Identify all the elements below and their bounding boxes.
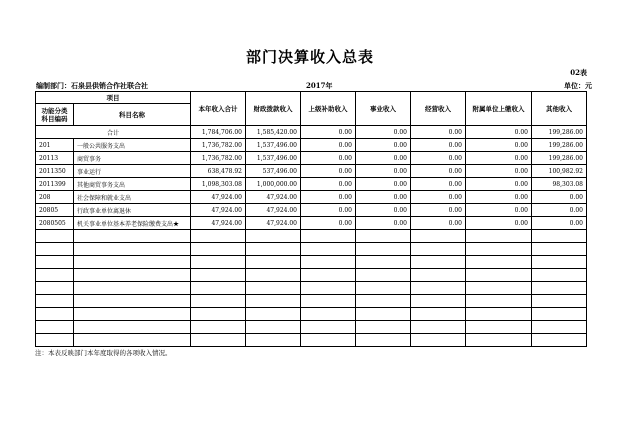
empty-cell [466,282,532,295]
empty-cell [301,269,356,282]
row-value-col-2: 0.00 [301,165,356,178]
row-value-col-0: 47,924.00 [191,191,246,204]
table-row [36,217,587,230]
row-value-col-3: 0.00 [356,178,411,191]
row-value-col-3: 0.00 [356,165,411,178]
empty-cell [411,295,466,308]
row-value-col-2: 0.00 [301,204,356,217]
empty-cell [301,230,356,243]
row-value-col-2: 0.00 [301,217,356,230]
row-value-col-4: 0.00 [411,152,466,165]
empty-cell [36,256,74,269]
row-value-col-0: 47,924.00 [191,217,246,230]
row-value-col-1: 1,537,496.00 [246,152,301,165]
empty-cell [246,308,301,321]
empty-cell [191,230,246,243]
empty-cell [532,269,587,282]
empty-cell [301,256,356,269]
header-col-0: 本年收入合计 [191,92,246,126]
row-name: 行政事业单位离退休 [74,204,191,217]
row-value-col-3: 0.00 [356,217,411,230]
empty-cell [74,295,191,308]
header-col-5: 附属单位上缴收入 [466,92,532,126]
empty-cell [356,243,411,256]
empty-cell [466,295,532,308]
row-value-col-3: 0.00 [356,191,411,204]
table-row [36,139,587,152]
empty-cell [356,256,411,269]
row-value-col-4: 0.00 [411,217,466,230]
row-value-col-6: 0.00 [532,191,587,204]
row-code: 2080505 [36,217,74,230]
revenue-summary-table [35,91,587,347]
empty-cell [191,269,246,282]
empty-row [36,282,587,295]
empty-cell [191,295,246,308]
row-value-col-5: 0.00 [466,178,532,191]
row-value-col-0: 1,736,782.00 [191,139,246,152]
empty-cell [74,269,191,282]
empty-cell [246,269,301,282]
row-value-col-0: 1,098,303.08 [191,178,246,191]
row-value-col-2: 0.00 [301,178,356,191]
empty-cell [411,334,466,347]
row-name: 社会保障和就业支出 [74,191,191,204]
empty-cell [191,256,246,269]
header-class-name: 科目名称 [74,104,191,126]
empty-cell [246,282,301,295]
empty-cell [411,269,466,282]
empty-cell [191,282,246,295]
empty-row [36,321,587,334]
empty-cell [356,230,411,243]
empty-cell [532,334,587,347]
header-class-code: 功能分类 科目编码 [36,104,74,126]
empty-cell [246,321,301,334]
empty-cell [36,334,74,347]
row-value-col-1: 47,924.00 [246,191,301,204]
empty-cell [74,334,191,347]
row-value-col-0: 47,924.00 [191,204,246,217]
compiling-unit: 编制部门：石泉县供销合作社联合社 [36,81,148,90]
empty-cell [356,295,411,308]
empty-cell [246,230,301,243]
row-value-col-6: 0.00 [532,217,587,230]
empty-cell [246,334,301,347]
empty-cell [301,243,356,256]
row-value-col-3: 0.00 [356,139,411,152]
row-value-col-4: 0.00 [411,165,466,178]
row-value-col-1: 1,000,000.00 [246,178,301,191]
row-value-col-5: 0.00 [466,191,532,204]
empty-cell [532,243,587,256]
row-value-col-1: 47,924.00 [246,217,301,230]
table-row [36,165,587,178]
empty-cell [466,308,532,321]
empty-cell [36,321,74,334]
table-row [36,178,587,191]
table-body [36,126,587,347]
row-name: 其他商贸事务支出 [74,178,191,191]
row-value-col-4: 0.00 [411,191,466,204]
empty-cell [411,321,466,334]
row-value-col-1: 537,496.00 [246,165,301,178]
header-item: 项目 [36,92,191,104]
empty-cell [466,269,532,282]
empty-cell [532,230,587,243]
empty-row [36,256,587,269]
table-row [36,204,587,217]
row-value-col-1: 1,585,420.00 [246,126,301,139]
row-value-col-6: 199,286.00 [532,126,587,139]
empty-cell [411,256,466,269]
table-row [36,152,587,165]
empty-cell [466,256,532,269]
empty-cell [411,308,466,321]
empty-cell [466,334,532,347]
row-code: 208 [36,191,74,204]
row-name: 事业运行 [74,165,191,178]
empty-cell [74,243,191,256]
empty-cell [191,321,246,334]
row-value-col-3: 0.00 [356,152,411,165]
empty-cell [356,308,411,321]
empty-row [36,308,587,321]
row-value-col-0: 638,478.92 [191,165,246,178]
empty-cell [356,334,411,347]
empty-cell [36,282,74,295]
empty-cell [411,230,466,243]
row-value-col-6: 0.00 [532,204,587,217]
table-meta [36,81,592,91]
empty-cell [191,243,246,256]
table-number: 02表 [570,68,587,77]
empty-cell [36,230,74,243]
header-col-1: 财政拨款收入 [246,92,301,126]
empty-cell [532,256,587,269]
empty-row [36,269,587,282]
row-code: 20805 [36,204,74,217]
empty-cell [411,243,466,256]
header-col-4: 经营收入 [411,92,466,126]
row-value-col-4: 0.00 [411,139,466,152]
empty-cell [301,308,356,321]
empty-cell [74,308,191,321]
row-value-col-5: 0.00 [466,204,532,217]
table-row [36,126,587,139]
empty-cell [36,269,74,282]
empty-cell [36,243,74,256]
row-value-col-1: 47,924.00 [246,204,301,217]
table-row [36,191,587,204]
empty-row [36,243,587,256]
row-value-col-3: 0.00 [356,204,411,217]
fiscal-year: 2017年 [306,81,333,90]
footnote: 注：本表反映部门本年度取得的各项收入情况。 [35,349,172,357]
empty-cell [191,308,246,321]
empty-cell [246,295,301,308]
row-name: 合计 [36,126,191,139]
empty-cell [301,321,356,334]
row-value-col-0: 1,784,706.00 [191,126,246,139]
empty-cell [74,256,191,269]
empty-cell [301,295,356,308]
row-value-col-5: 0.00 [466,165,532,178]
row-value-col-2: 0.00 [301,126,356,139]
row-code: 201 [36,139,74,152]
row-value-col-5: 0.00 [466,152,532,165]
empty-cell [356,269,411,282]
row-value-col-5: 0.00 [466,126,532,139]
row-value-col-2: 0.00 [301,139,356,152]
row-value-col-6: 98,303.08 [532,178,587,191]
row-value-col-5: 0.00 [466,217,532,230]
page-title: 部门决算收入总表 [245,48,374,66]
header-col-3: 事业收入 [356,92,411,126]
empty-row [36,334,587,347]
empty-cell [74,321,191,334]
row-value-col-4: 0.00 [411,178,466,191]
row-value-col-2: 0.00 [301,152,356,165]
empty-cell [301,282,356,295]
empty-cell [301,334,356,347]
empty-cell [532,282,587,295]
empty-cell [466,243,532,256]
empty-cell [74,282,191,295]
row-value-col-5: 0.00 [466,139,532,152]
row-code: 20113 [36,152,74,165]
empty-cell [246,243,301,256]
empty-cell [532,321,587,334]
row-name: 商贸事务 [74,152,191,165]
empty-cell [532,295,587,308]
row-value-col-6: 199,286.00 [532,152,587,165]
empty-cell [356,282,411,295]
empty-cell [532,308,587,321]
row-value-col-0: 1,736,782.00 [191,152,246,165]
row-value-col-6: 199,286.00 [532,139,587,152]
empty-cell [411,282,466,295]
row-code: 2011399 [36,178,74,191]
header-col-2: 上级补助收入 [301,92,356,126]
empty-cell [246,256,301,269]
header-col-6: 其他收入 [532,92,587,126]
row-value-col-3: 0.00 [356,126,411,139]
row-name: 机关事业单位基本养老保险缴费支出★ [74,217,191,230]
empty-cell [466,230,532,243]
empty-cell [466,321,532,334]
row-value-col-4: 0.00 [411,204,466,217]
empty-cell [191,334,246,347]
empty-cell [74,230,191,243]
row-value-col-4: 0.00 [411,126,466,139]
currency-unit: 单位：元 [564,81,592,90]
row-value-col-2: 0.00 [301,191,356,204]
row-value-col-1: 1,537,496.00 [246,139,301,152]
empty-cell [36,308,74,321]
empty-cell [356,321,411,334]
row-name: 一般公共服务支出 [74,139,191,152]
empty-cell [36,295,74,308]
row-code: 2011350 [36,165,74,178]
empty-row [36,230,587,243]
empty-row [36,295,587,308]
row-value-col-6: 100,982.92 [532,165,587,178]
